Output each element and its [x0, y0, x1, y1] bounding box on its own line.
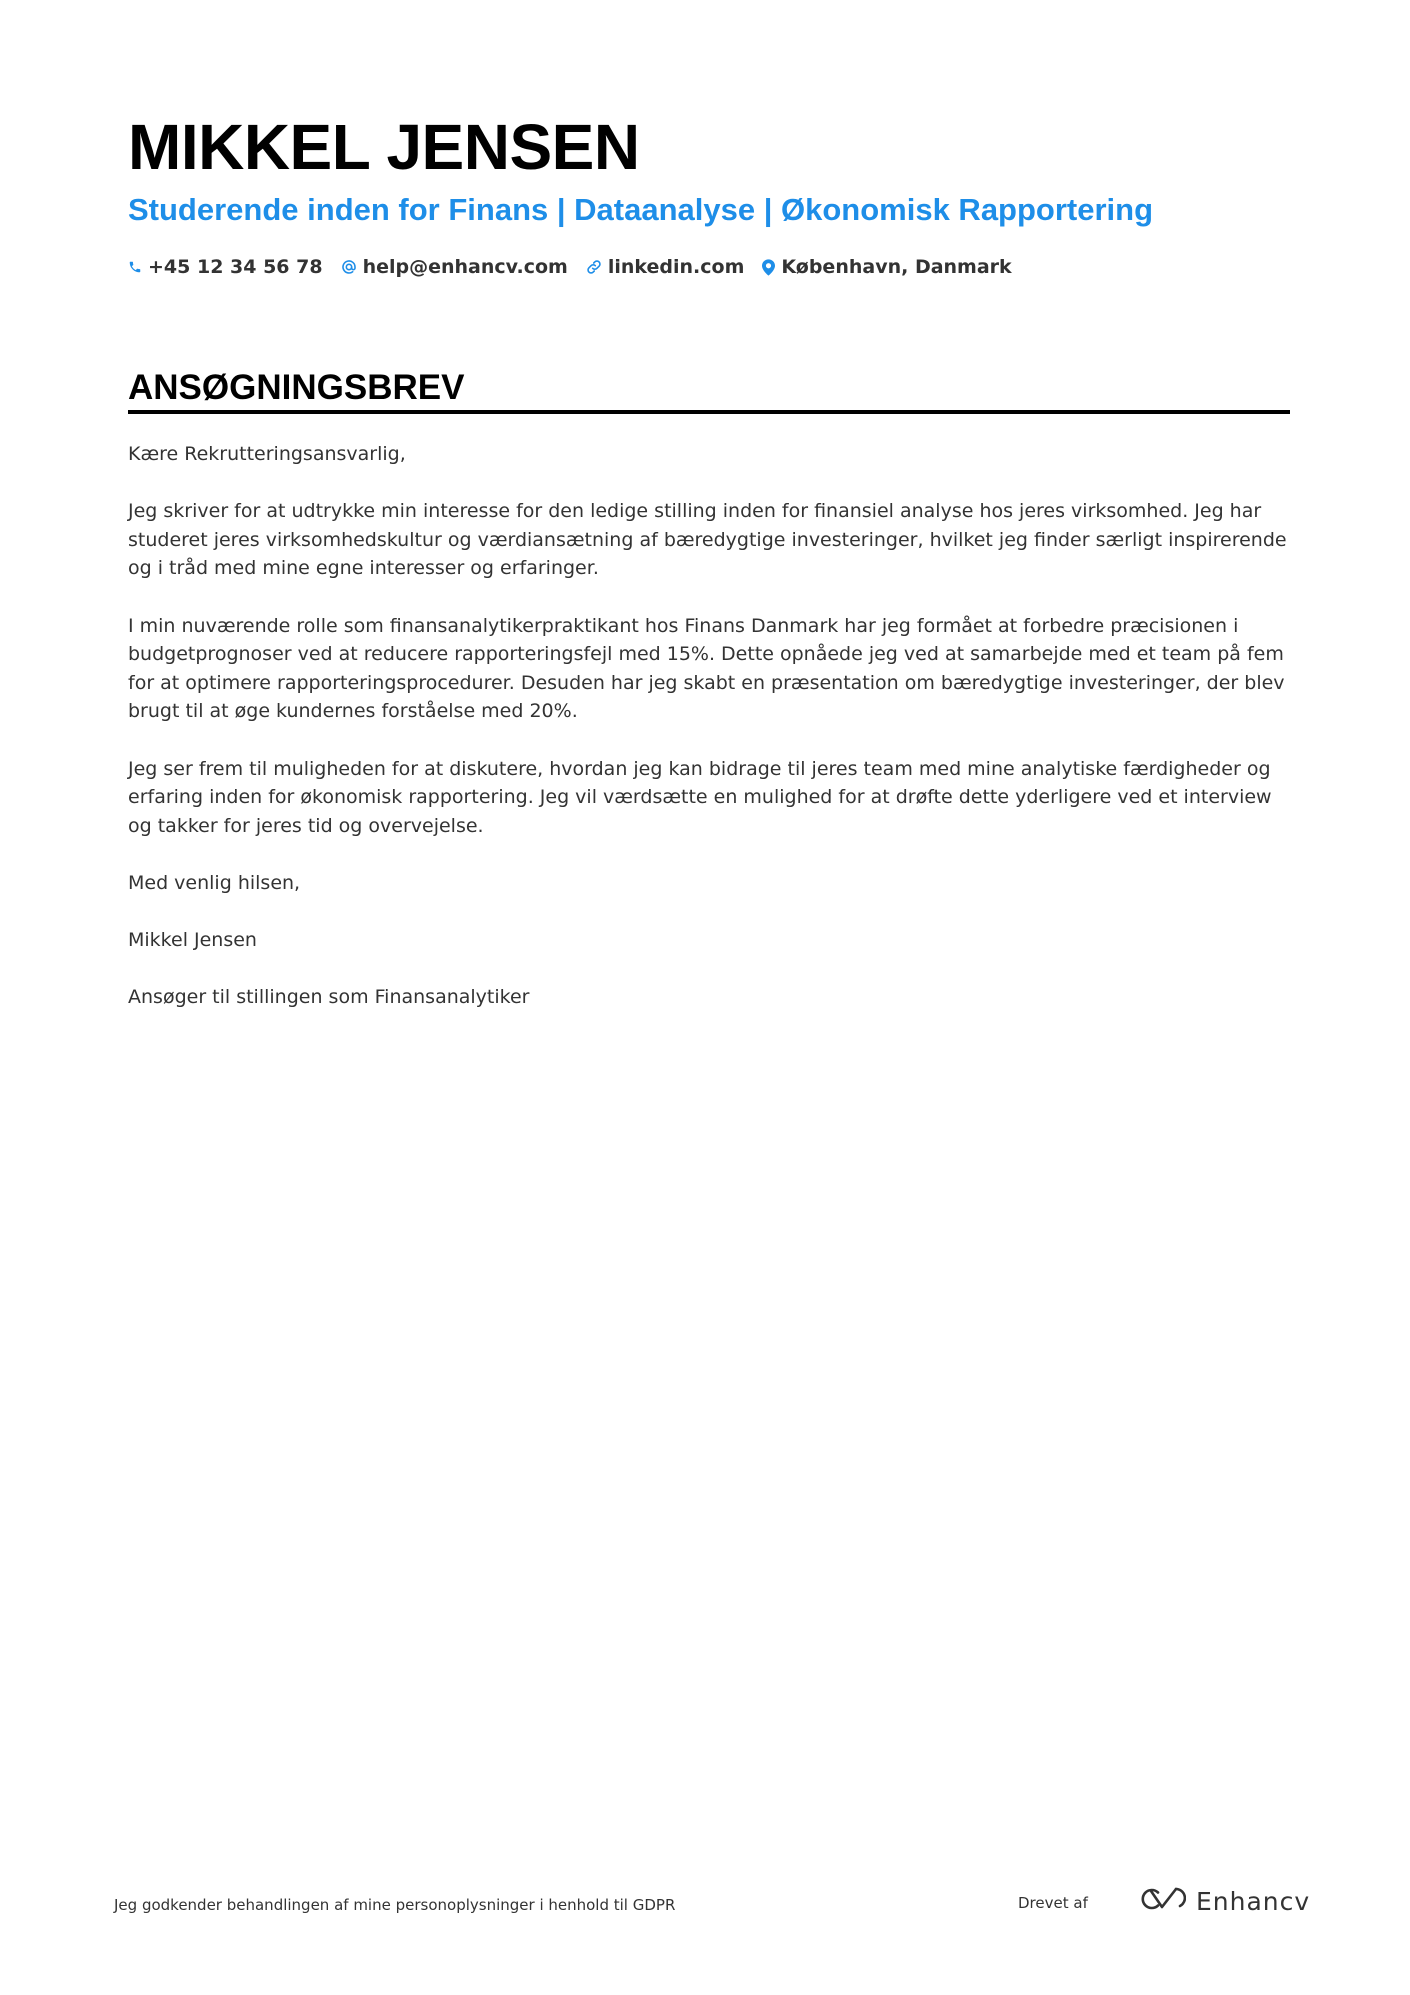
- enhancv-logo-icon: [1138, 1886, 1186, 1916]
- phone-text: +45 12 34 56 78: [148, 256, 323, 278]
- letter-closing: Med venlig hilsen,: [128, 871, 301, 894]
- letter-paragraph: Jeg skriver for at udtrykke min interesse for den ledige stilling inden for finansiel analyse hos jeres virksomhed. Jeg har studeret jeres virksomhedskultur og værdiansætning af bæredygtige investeringer, hvilket jeg finder særligt inspirerende og i tråd med mine egne interesser og erfaringer.: [128, 500, 1287, 580]
- contact-email[interactable]: [341, 252, 568, 282]
- location-pin-icon: [762, 259, 775, 276]
- link-icon: [586, 259, 602, 275]
- brand-link[interactable]: [1138, 1886, 1310, 1916]
- letter-salutation: Kære Rekrutteringsansvarlig,: [128, 443, 406, 465]
- at-icon: [341, 259, 357, 275]
- brand-name: Enhancv: [1196, 1886, 1311, 1916]
- email-text: help@enhancv.com: [362, 256, 568, 278]
- section-title: ANSØGNINGSBREV: [128, 368, 465, 407]
- phone-icon: [128, 259, 142, 275]
- letter-paragraph: I min nuværende rolle som finansanalytikerpraktikant hos Finans Danmark har jeg formået at forbedre præcisionen i budgetprognoser ved at reducere rapporteringsfejl med 15%. Dette opnåede jeg ved at samarbejde med et team på fem for at optimere rapporteringsprocedurer. Desuden har jeg skabt en præsentation om bæredygtige investeringer, der blev brugt til at øge kundernes forståelse med 20%.: [128, 614, 1285, 723]
- contact-bar: [128, 252, 1012, 282]
- letter-body: [128, 440, 1290, 1040]
- letter-signature: Mikkel Jensen: [128, 929, 257, 952]
- gdpr-consent: Jeg godkender behandlingen af mine personoplysninger i henhold til GDPR: [114, 1896, 676, 1914]
- page-footer: [0, 1880, 1410, 1940]
- letter-role: Ansøger til stillingen som Finansanalytiker: [128, 986, 530, 1009]
- contact-phone[interactable]: [128, 252, 323, 282]
- applicant-headline: Studerende inden for Finans | Dataanalyse | Økonomisk Rapportering: [128, 192, 1154, 227]
- location-text: København, Danmark: [781, 256, 1012, 278]
- linkedin-text: linkedin.com: [607, 256, 745, 278]
- letter-paragraph: Jeg ser frem til muligheden for at diskutere, hvordan jeg kan bidrage til jeres team med mine analytiske færdigheder og erfaring inden for økonomisk rapportering. Jeg vil værdsætte en mulighed for at drøfte dette yderligere ved et interview og takker for jeres tid og overvejelse.: [128, 757, 1272, 837]
- contact-location: [762, 252, 1011, 282]
- section-divider: [128, 410, 1290, 414]
- contact-linkedin[interactable]: [586, 252, 745, 282]
- powered-by-label: Drevet af: [1018, 1894, 1088, 1912]
- applicant-name: MIKKEL JENSEN: [128, 111, 640, 183]
